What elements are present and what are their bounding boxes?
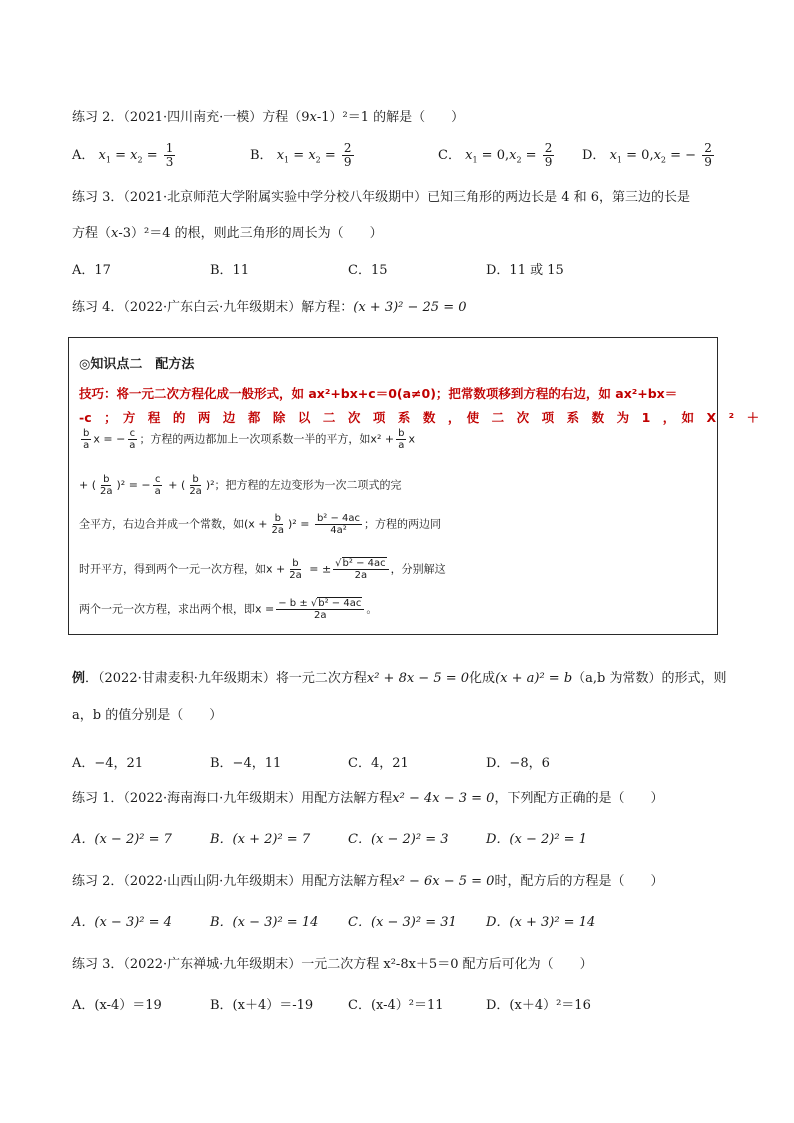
method-line-7: 两个一元一次方程，求出两个根，即x = $\frac{\text{− b ± √b² − 4ac}}{2a}$ 。 <box>79 598 378 621</box>
practice-1-question: 练习 1．（2022·海南海口·九年级期末）用配方法解方程x² − 4x − 3 = 0，下列配方正确的是（ ） <box>72 791 664 806</box>
example-question-line2: a，b 的值分别是（ ） <box>72 708 223 723</box>
method-line-5: 全平方，右边合并成一个常数，如(x + $\frac{b}{2a}$ )² = $\frac{\text{b² − 4ac}}{\text{4a²}}$ ；方程的两边同 <box>79 513 442 536</box>
exercise-4-question: 练习 4．（2022·广东白云·九年级期末）解方程：(x + 3)² − 25 = 0 <box>72 300 467 315</box>
exercise-3-option-b[interactable]: B．11 <box>210 263 250 278</box>
knowledge-title: ◎知识点二 配方法 <box>79 357 195 372</box>
practice-1-option-c[interactable]: C．(x − 2)² = 3 <box>348 832 449 847</box>
exercise-2-option-c[interactable]: C． $x_1 = 0,x_2$ = $\frac{2}{9}$ <box>438 141 553 169</box>
practice-3-option-a[interactable]: A．(x-4）＝19 <box>72 998 162 1013</box>
practice-3-option-d[interactable]: D．(x＋4）²＝16 <box>486 998 591 1013</box>
exercise-3-option-d[interactable]: D．11 或 15 <box>486 263 564 278</box>
practice-2-option-d[interactable]: D．(x + 3)² = 14 <box>486 915 596 930</box>
tip-line-1: 技巧：将一元二次方程化成一般形式，如 ax²+bx+c＝0(a≠0)；把常数项移到方程的右边，如 ax²+bx＝ <box>79 386 678 401</box>
method-line-3: $\frac{b}{a}$ x = − $\frac{c}{a}$ ；方程的两边都加上一次项系数一半的平方，如x² + $\frac{b}{a}$ x <box>83 428 415 451</box>
exercise-3-question-line1: 练习 3．（2021·北京师范大学附属实验中学分校八年级期中）已知三角形的两边长是 4 和 6，第三边的长是 <box>72 190 691 205</box>
practice-3-option-b[interactable]: B．(x＋4）＝-19 <box>210 998 314 1013</box>
practice-2-question: 练习 2．（2022·山西山阴·九年级期末）用配方法解方程x² − 6x − 5 = 0时，配方后的方程是（ ） <box>72 874 664 889</box>
practice-3-option-c[interactable]: C．(x-4）²＝11 <box>348 998 444 1013</box>
example-question-line1: 例．（2022·甘肃麦积·九年级期末）将一元二次方程x² + 8x − 5 = 0化成(x + a)² = b（a,b 为常数）的形式，则 <box>72 671 727 686</box>
example-option-b[interactable]: B．−4，11 <box>210 756 282 771</box>
practice-1-option-b[interactable]: B．(x + 2)² = 7 <box>210 832 311 847</box>
exercise-2-option-b[interactable]: B． $x_1 = x_2$ = $\frac{2}{9}$ <box>250 141 352 169</box>
exercise-3-option-a[interactable]: A．17 <box>72 263 111 278</box>
practice-1-option-d[interactable]: D．(x − 2)² = 1 <box>486 832 587 847</box>
method-line-6: 时开平方，得到两个一元一次方程，如x + $\frac{b}{2a}$ = ± $\frac{\text{√b² − 4ac}}{2a}$ ，分别解这 <box>79 558 446 581</box>
exercise-4-equation: (x + 3)² − 25 = 0 <box>353 300 467 315</box>
exercise-2-option-d[interactable]: D． $x_1 = 0,x_2$ = − $\frac{2}{9}$ <box>582 141 712 169</box>
exercise-3-question-line2: 方程（x-3）²＝4 的根，则此三角形的周长为（ ） <box>72 226 383 241</box>
exercise-2-option-a[interactable]: A． $x_1 = x_2$ = $\frac{1}{3}$ <box>72 141 174 169</box>
example-option-a[interactable]: A．−4，21 <box>72 756 144 771</box>
exercise-3-option-c[interactable]: C．15 <box>348 263 388 278</box>
practice-1-option-a[interactable]: A．(x − 2)² = 7 <box>72 832 172 847</box>
practice-2-option-b[interactable]: B．(x − 3)² = 14 <box>210 915 319 930</box>
practice-2-option-a[interactable]: A．(x − 3)² = 4 <box>72 915 172 930</box>
example-option-c[interactable]: C．4，21 <box>348 756 409 771</box>
method-line-4: + ( $\frac{b}{2a}$ )² = − $\frac{c}{a}$ + ( $\frac{b}{2a}$ )²；把方程的左边变形为一次二项式的完 <box>79 474 402 497</box>
knowledge-box <box>68 337 760 635</box>
exercise-2-question: 练习 2．（2021·四川南充·一模）方程（9x-1）²＝1 的解是（ ） <box>72 110 465 125</box>
practice-2-option-c[interactable]: C．(x − 3)² = 31 <box>348 915 457 930</box>
practice-3-question: 练习 3．（2022·广东禅城·九年级期末）一元二次方程 x²-8x＋5＝0 配方后可化为（ ） <box>72 957 593 972</box>
example-option-d[interactable]: D．−8，6 <box>486 756 550 771</box>
tip-line-2: -c ； 方 程 的 两 边 都 除 以 二 次 项 系 数 ， 使 二 次 项 系 数 为 1 ， 如 X ² ＋ <box>79 410 760 425</box>
